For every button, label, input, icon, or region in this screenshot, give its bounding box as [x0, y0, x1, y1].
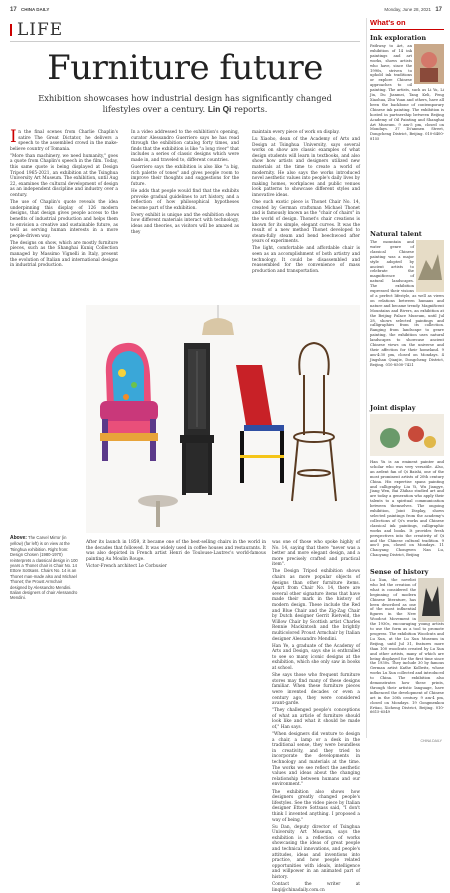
paragraph: He adds that people would find that the exhibits provoke gradual guidelines to art history, and a reflection of how philosophical hypotheses become part of the exhibition.: [131, 188, 239, 211]
paragraph: Han Ye, a graduate of the Academy of Arts and Design, says she is enthralled to see so many iconic designs at the exhibition, which she only saw in books at school.: [272, 643, 360, 672]
paragraph: "More than machinery, we need humanity," goes a quote from Chaplin's speech in the film. Today, this same quote is being displayed at Design Tripod 1965-2021, an exhibition at the Tsinghua University Art Museum. The exhibition, until Aug 22, examines the cultural development of design as an independent discipline and industry over a century.: [10, 153, 118, 199]
paragraph: Guerriero says the exhibition is also like "a big, rich palette of tones" and gives people room to improve their thoughts and suggestions for the future.: [131, 165, 239, 187]
paragraph: maintain every piece of work on display.: [252, 130, 340, 135]
paragraph: n the final scenes from Charlie Chaplin's satire The Great Dictator, he delivers a speech to the assembled crowd in the make-believe country of Tomania.: [10, 130, 118, 152]
issue-date: Monday, June 28, 2021: [384, 7, 432, 12]
caption-text: The Carvel Mirror (in yellow) (far left) is on view at the Tsinghua exhibition. Right from: Design Chosen (1980-1970) reinterprets a classical design in 100 years a Thonet chair is Chair No. 14 Ettore Sottsass. Chairs No. 14 is an Thonet man-made also and Michael Thonet; the Proust Armchair designed by Alessandro Mendini. Italian designers of chair Alessandro Mendini.: [10, 535, 78, 601]
paragraph: Su Dan, deputy director of Tsinghua University Art Museum, says the exhibition is a reflection of works showcasing the ideas of great people and technical innovations, and people's attitudes, ideas and inventions into practice, and how people related opportunities with ideals, intelligence and willpower in an animated part of history.: [272, 824, 360, 880]
section-accent-bar: [10, 24, 12, 36]
paragraph: In a video addressed to the exhibition's opening, curator Alessandro Guerriero says he has read through the exhibition catalog forty times, and finds that the exhibition is like "a long river" that includes a series of classic designs which were made in, and traveled to, different countries.: [131, 130, 239, 163]
red-blue-chair-graphic: [236, 365, 284, 483]
byline: Lin Qi: [207, 104, 232, 114]
paragraph: The light, comfortable and affordable chair is seen as an accomplishment of both artistry and technology. It could be disassembled and reassembled for the convenience of mass production and transportation.: [252, 246, 360, 274]
paragraph: "When designers did venture to design a chair, a lamp or a desk in the traditional sense, they were boundless in creativity, and they tried to incorporate the developments in technology and materials at the time. The works we see reflect the aesthetic values and ideas about the changing relationship between humans and our environment.": [272, 732, 360, 788]
article-column-1: [10, 127, 118, 305]
paragraph: Lu Xiaobo, dean of the Academy of Arts and Design at Tsinghua University, says several works on show are classic examples of what design students will learn in textbooks, and also show how artists and designers utilized new materials at the time to create a world of modernity. He also says the works introduced novel aesthetic values into people's daily lives by making homes, workplaces and public venues look patterns to showcase different styles and innovative ideas.: [252, 137, 360, 199]
paragraph: She says those who frequent furniture stores may find many of these designs familiar. When these furniture pieces were invented decades or even a century ago, they were considered avant-garde.: [272, 673, 360, 707]
whats-on-sidebar: [370, 18, 444, 738]
page-number-right: 17: [435, 7, 442, 13]
section-header: [10, 18, 360, 42]
article-column-3: [252, 130, 360, 305]
writer-contact: Contact the writer at linqi@chinadaily.com.cn: [272, 882, 360, 893]
sidebar-item-title: Sense of history: [370, 568, 429, 576]
paragraph: was one of those who spoke highly of No. 14, saying that there "never was a better and more elegant design, and a more precisely crafted and practical item".: [272, 540, 360, 568]
sidebar-item-title: Joint display: [370, 404, 416, 412]
article-column-4: [86, 540, 266, 735]
sidebar-item-text: Lu Xun, the novelist who led the creation of what is considered the beginning of modern Chinese literature, has been described as one of the most influential figures in the New Woodcut Movement in the 1930s, encouraging young artists to use the form as a tool to promote progress. The exhibition Woodcuts and Lu Xun, at the Lu Xun Museum in Beijing, until Jul 31, features more than 100 woodcuts created by Lu Xun and other artists, many of which are being displayed for the first time since the 1930s. They include 30 by famous German artist Kathe Kollwitz, whose works Lu Xun collected and introduced to China. The exhibition also demonstrates how these prints, through their artistic language, have influenced the development of Chinese art in the 20th century. 9 am-4 pm, closed on Mondays. 19 Gongmenkou Ertiao, Xicheng District, Beijing. 010-6615-6549: [370, 578, 444, 715]
drop-cap: I: [10, 127, 17, 147]
sidebar-item-sense-of-history: [370, 568, 444, 715]
caption-title: Above:: [10, 535, 27, 541]
ink-painting-thumbnail: [414, 44, 444, 84]
side-table-graphic: [138, 495, 178, 527]
page-header: [10, 7, 442, 17]
sidebar-item-text: Han Yu is an eminent painter and scholar who was very versatile. Also, an ardent fan of Qi Baishi, one of the most prominent artists of 20th century China. His expertise spans painting and calligraphy. Liu Yi, Wu Jiangye, Jiang Wen, Bai Zhihao studied art and are today a generation who apply their talents to a spiritual communication between themselves. The ongoing exhibition, Joint Display, shows selected paintings from the academy's collections of Qi's works and Chinese classical ink paintings, calligraphic works and books. It provides fresh perspectives into the creativity of Qi and the Chinese cultural tradition. 9 am-5 pm, closed on Mondays. 11 Chaoyang Chongwen Nan Lu, Chaoyang District, Beijing: [370, 460, 444, 558]
furniture-illustration: [86, 305, 360, 533]
thonet-chair-graphic: [292, 343, 336, 501]
headline: Furniture future: [47, 48, 323, 88]
furniture-photo: [86, 305, 360, 533]
paragraph: One such exotic piece is Thonet Chair No. 14, created by German craftsman Michael Thonet and is famously known as the "chair of chairs" in the world of design. Thonet's chair creations is known for its simple, elegant curves. It was the result of a new method Thonet developed to steam-fully steam and bend beechwood after years of experiments.: [252, 200, 360, 245]
paragraph: The exhibition also shows how designers greatly changed people's lifestyles. See the video piece by Italian designer Ettore Sottsass said, "I don't think I invented anything. I proposed a way of being.": [272, 789, 360, 823]
footer-paper-name: CHINA DAILY: [420, 739, 442, 743]
sidebar-item-ink-exploration: [370, 34, 444, 142]
paragraph: "They challenged people's conceptions of what an article of furniture should look like and what it should be made of," Han says.: [272, 708, 360, 730]
column-divider: [366, 18, 367, 738]
proust-armchair-graphic: [100, 343, 158, 461]
sidebar-heading: What's on: [370, 18, 444, 30]
sidebar-item-title: Natural talent: [370, 230, 422, 238]
article-columns-lower: [86, 540, 360, 893]
sidebar-item-text: The mountain and water genre of classical Chinese painting was a major style adopted by ancient artists to celebrate the magnificence of natural landscapes. The exhibition expressed their visions of a perfect lifestyle, as well as views on relations between humans and nature and became trendy. Magnificent Mountains and Rivers, an exhibition at the Beijing Palace Museum, until Jul 28, shows selected paintings and calligraphies from its collection. Ranging from landscape to genre painting, the exhibition uses natural landscapes to showcase ancient Chinese views on the universe and their affection for their homeland. 9 am-4:30 pm, closed on Mondays. 4 Jingshan Qianjie, Dongcheng District, Beijing. 010-8500-7421: [370, 240, 444, 367]
paragraph: The use of Chaplin's quote reveals the idea underpinning this display of 126 modern designs, that design gives people access to the benefits of industrial production and helps them to envision a creative and sustainable future, as well as serving human interests in a more people-driven way.: [10, 200, 118, 239]
sidebar-item-title: Ink exploration: [370, 34, 427, 42]
pendant-lamp-graphic: [202, 305, 234, 335]
sidebar-item-text: Pathway to Art, an exhibition of 14 ink paintings and art works, shows artists who have, since the 1990s, striven to uphold ink traditions or explore Chinese approaches to oil painting. The artists, such as Li Yu, Li Jin, Du Jianmei, Tang Keli, Feng Xiaohua, Zhu Yuan and others, have all been the backbone of contemporary Chinese ink painting. The exhibition is hosted in partnership between Beijing Academy of Oil Painting and Shanghai Art Museum. 9 am-5 pm, closed on Mondays. 37 Di'anmen Street, Dongcheng District, Beijing. 010-6400-8155: [370, 44, 444, 142]
sidebar-item-natural-talent: [370, 230, 444, 368]
paragraph: After its launch in 1859, it became one of the best-selling chairs in the world in the decades that followed. It was widely used in coffee houses and restaurants. It was also depicted in French artist Henri de Toulouse-Lautrec's world-famous painting Au Moulin Rouge.: [86, 540, 266, 562]
paragraph: Victor-French architect Le Corbusier: [86, 563, 167, 569]
woodcut-thumbnail: [418, 578, 444, 622]
deck-text: Exhibition showcases how industrial design has significantly changed lifestyles over a century.: [38, 93, 332, 114]
section-label: LIFE: [17, 20, 64, 40]
joint-display-thumbnail: [370, 414, 444, 456]
paragraph: The designs on show, which are mostly furniture pieces, such as the Shanghai Kuniq Collection managed by Massimo Vignelli in Italy, present the evolution of Italian and international designs in industrial production.: [10, 240, 118, 269]
willow-chair-graphic: [180, 343, 214, 495]
article-column-5: [272, 540, 360, 893]
paragraph: The Design Tripod exhibition shows chairs as more popular objects of designs than other furniture items. Apart from Chair No. 14, there are several other signature items that have made their mark in the history of modern design. These include the Red and Blue Chair and the Zig-Zag Chair by Dutch designer Gerrit Rietveld, the Willow Chair by Scottish artist Charles Rennie Mackintosh and the brightly multicolored Proust Armchair by Italian designer Alessandro Mendini.: [272, 569, 360, 642]
paragraph: Every exhibit is unique and the exhibition shows how different materials interact with technology, ideas and theories, as visitors will be amazed as they: [131, 212, 239, 235]
deck-suffix: reports.: [233, 104, 268, 114]
deck: [25, 93, 345, 115]
article-columns-upper: [10, 127, 360, 305]
photo-caption: [10, 535, 80, 730]
sidebar-item-joint-display: [370, 404, 444, 558]
page-number: 17: [10, 7, 17, 13]
article-column-2: [131, 130, 239, 305]
landscape-scroll-thumbnail: [416, 240, 444, 292]
paper-name: CHINA DAILY: [20, 7, 50, 12]
